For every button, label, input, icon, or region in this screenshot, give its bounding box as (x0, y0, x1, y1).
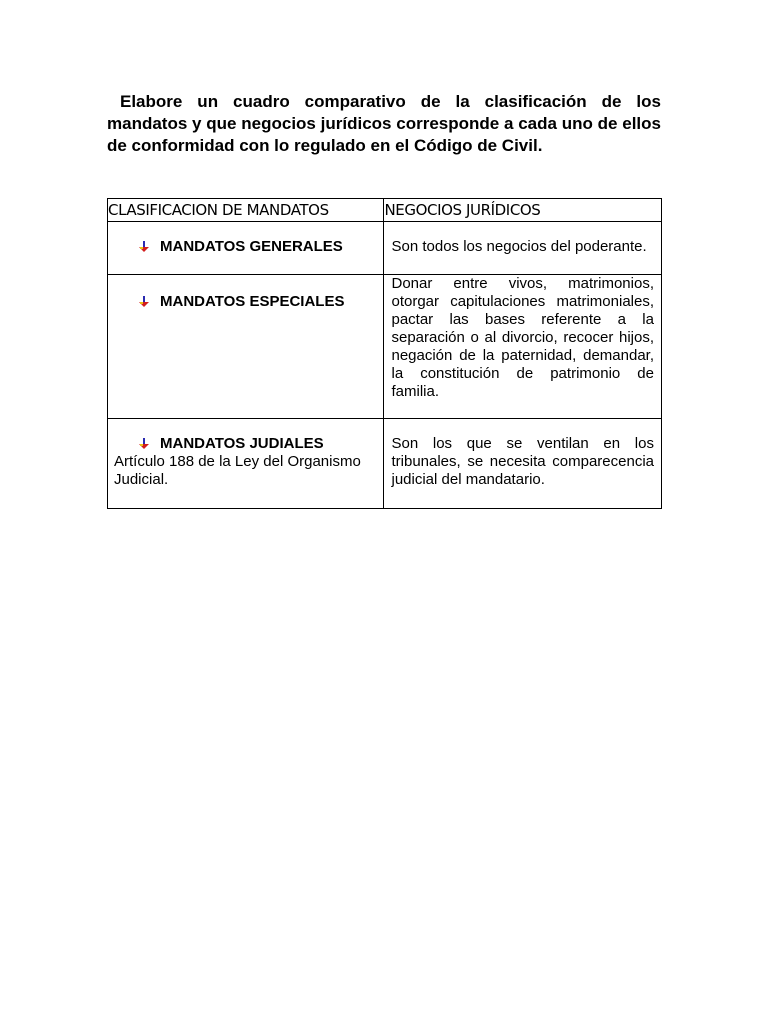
mandate-cell (108, 222, 384, 275)
mandate-item (108, 238, 383, 256)
table-row (108, 222, 662, 275)
mandate-cell (108, 275, 384, 419)
table-header-row (108, 199, 662, 222)
description-cell (384, 275, 662, 419)
mandate-label: MANDATOS GENERALES (160, 238, 343, 255)
mandate-label: MANDATOS ESPECIALES (160, 293, 345, 310)
arrow-down-bullet-icon (138, 438, 150, 450)
mandate-cell (108, 419, 384, 509)
table-row (108, 419, 662, 509)
instruction-paragraph: Elabore un cuadro comparativo de la clasificación de los mandatos y que negocios jurídicos corresponde a cada uno de ellos de conformidad con lo regulado en el Código de Civil. (107, 92, 661, 155)
mandate-note: Artículo 188 de la Ley del Organismo Judicial. (114, 453, 361, 488)
header-negocios: NEGOCIOS JURÍDICOS (384, 199, 662, 222)
mandate-label: MANDATOS JUDIALES (160, 435, 324, 452)
description-cell (384, 419, 662, 509)
description-text: Son los que se ventilan en los tribunales, se necesita comparecencia judicial del mandatario. (391, 435, 654, 488)
header-clasificacion: CLASIFICACION DE MANDATOS (108, 199, 384, 222)
mandate-item (108, 293, 383, 311)
arrow-down-bullet-icon (138, 241, 150, 253)
description-text: Son todos los negocios del poderante. (391, 238, 647, 255)
description-text: Donar entre vivos, matrimonios, otorgar capitulaciones matrimoniales, pactar las bases referente a la separación o al divorcio, recocer hijos, negación de la paternidad, demandar, la constitución de patrimonio de familia. (391, 275, 654, 400)
table-row (108, 275, 662, 419)
description-cell (384, 222, 662, 275)
comparison-table (107, 198, 662, 509)
mandate-item (108, 435, 383, 453)
arrow-down-bullet-icon (138, 296, 150, 308)
